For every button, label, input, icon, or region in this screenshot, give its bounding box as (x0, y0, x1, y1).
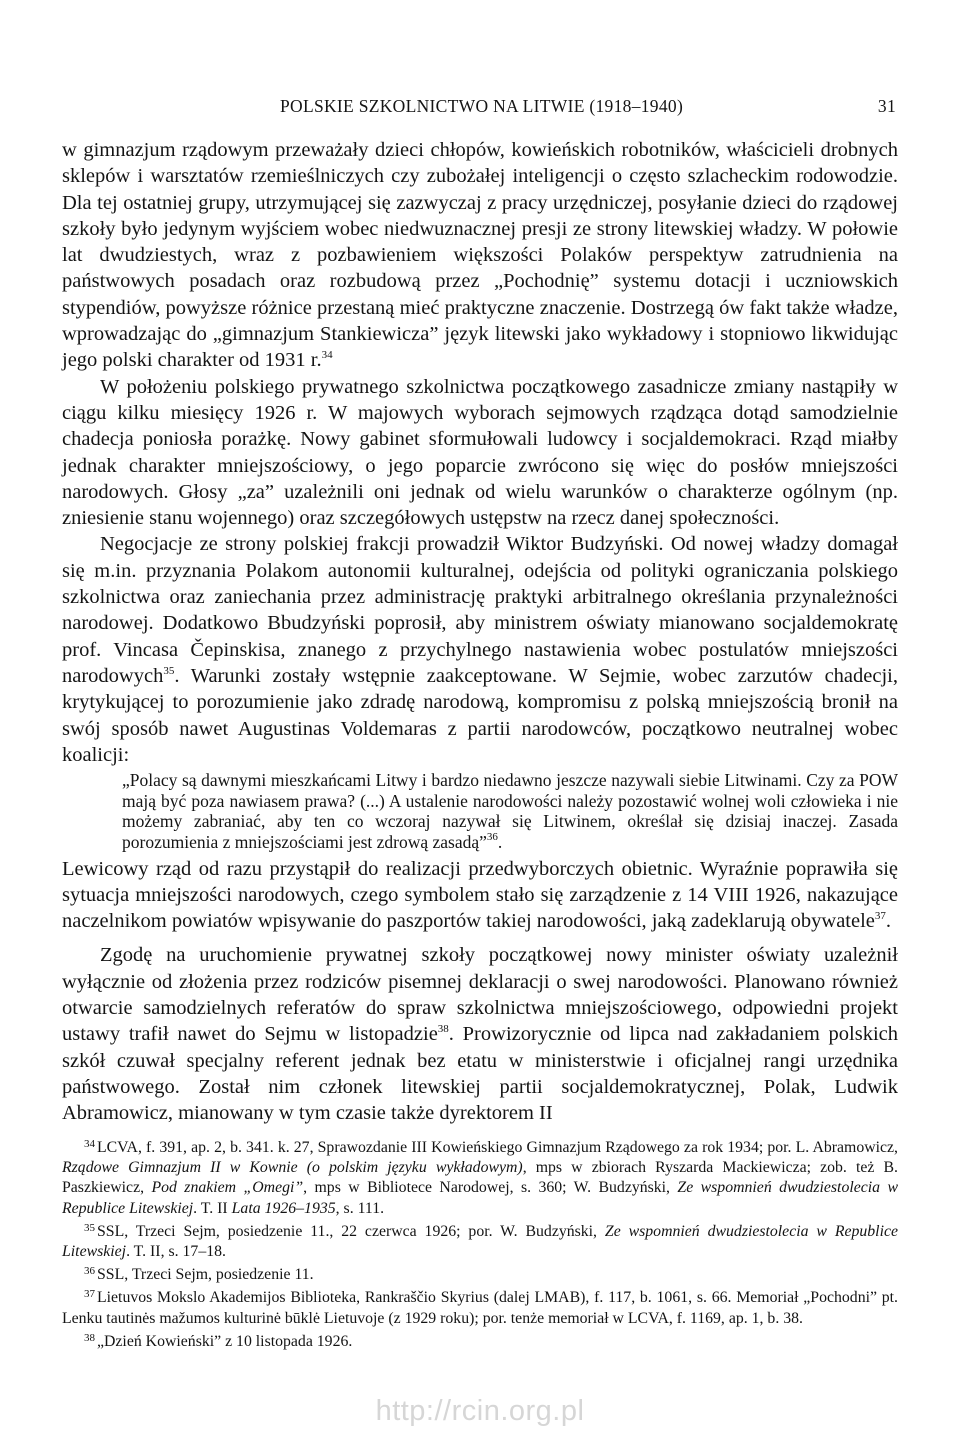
footnote-34-text-3: , mps w Bibliotece Narodowej, s. 360; W. Budzyński, (303, 1179, 678, 1197)
footnote-38-number: 38 (84, 1331, 95, 1344)
paragraph-4-end: . (885, 910, 892, 933)
main-text (62, 137, 898, 1126)
paragraph-5-text-a: Zgodę na uruchomienie prywatnej szkoły początkowej nowy minister oświaty uzależnił wyłącznie od złożenia przez rodziców pisemnej deklaracji o swej narodowości. Planowano również otwarcie samodzielnych referatów do spraw szkolnictwa mniejszościowego, odpowiedni projekt ustawy trafił nawet do Sejmu w listopadzie (62, 944, 898, 1046)
paragraph-5-text-b: . Prowizorycznie od lipca nad zakładaniem polskich szkół czuwał specjalny referent jednak bez etatu w ministerstwie i oficjalnej rangi urzędnika państwowego. Został nim członek litewskiej partii socjaldemokratycznej, Polak, Ludwik Abramowicz, mianowany w tym czasie także dyrektorem II (62, 1023, 898, 1125)
footnote-34-text: LCVA, f. 391, ap. 2, b. 341. k. 27, Sprawozdanie III Kowieńskiego Gimnazjum Rządowego za rok 1934; por. L. Abramowicz, (97, 1139, 898, 1156)
footnote-35-title: Ze wspomnień dwudziestolecia w Republice Litewskiej (62, 1222, 898, 1261)
running-title: POLSKIE SZKOLNICTWO NA LITWIE (1918–1940) (280, 96, 684, 116)
paragraph-1-text: w gimnazjum rządowym przeważały dzieci chłopów, kowieńskich robotników, właścicieli drobnych sklepów i warsztatów rzemieślniczych czy zubożałej inteligencji o często szlacheckim rodowodzie. Dla tej ostatniej grupy, utrzymującej się zazwyczaj z pracy urzędniczej, posyłanie dzieci do rządowej szkoły było jedynym wyjściem wobec niedwuznacznej presji ze strony litewskiej władzy. W połowie lat dwudziestych, wraz z pozbawieniem większości Polaków perspektyw zatrudnienia na państwowych posadach oraz rozbudową przez „Pochodnię” systemu dotacji i uczniowskich stypendiów, powyższe różnice przestaną mieć praktyczne znaczenie. Dostrzegą ów fakt także władze, wprowadzając do „gimnazjum Stankiewicza” język litewski jako wykładowy i stopniowo likwidując jego polski charakter od 1931 r. (62, 139, 898, 372)
footnote-35-text-2: . T. II, s. 17–18. (126, 1243, 226, 1261)
footnote-34 (62, 1138, 898, 1219)
footnote-ref-35[interactable]: 35 (163, 664, 175, 677)
footnote-35-number: 35 (84, 1221, 95, 1234)
paragraph-2: W położeniu polskiego prywatnego szkolnictwa początkowego zasadnicze zmiany nastąpiły w ciągu kilku miesięcy 1926 r. W majowych wyborach sejmowych rządząca dotąd samodzielnie chadecja poniosła porażkę. Nowy gabinet sformułowali ludowcy i socjaldemokraci. Rząd miałby jednak charakter mniejszościowy, o jego poparcie zwrócono się więc do posłów mniejszości narodowych. Głosy „za” uzależnili oni jednak od wielu warunków o charakterze ogólnym (np. zniesienie stanu wojennego) oraz szczegółowych ustępstw na rzecz danej społeczności. (62, 375, 898, 530)
footnote-34-text-5: , s. 111. (335, 1199, 385, 1217)
paragraph-4 (62, 856, 898, 935)
footnote-37-text: Lietuvos Mokslo Akademijos Biblioteka, Rankraščio Skyrius (dalej LMAB), f. 117, b. 1061, s. 66. Memoriał „Pochodni” pt. Lenku tautinės mažumos kulturinė būklė Lietuvoje (z 1929 roku); por. tenże memoriał w LCVA, f. 1169, ap. 1, b. 38. (62, 1289, 898, 1327)
quote-body: „Polacy są dawnymi mieszkańcami Litwy i bardzo niedawno jeszcze nazywali siebie Litwinami. Czy za POW mają być poza nawiasem prawa? (...) A ustalenie narodowości należy pozostawić wolnej woli człowieka i nie możemy zabraniać, aby ten co wczoraj nazywał się Litwinem, określał się dzisiaj inaczej. Zasada porozumienia z mniejszościami jest zdrową zasadą” (122, 770, 898, 852)
footnote-37 (62, 1288, 898, 1328)
quote-end: . (497, 831, 503, 852)
footnote-38-text: „Dzień Kowieński” z 10 listopada 1926. (97, 1332, 353, 1350)
page-number: 31 (877, 96, 896, 116)
paragraph-1 (62, 137, 898, 374)
block-quote (122, 770, 898, 852)
footnote-34-text-4: . T. II (193, 1199, 232, 1217)
footnote-34-title-1: Rządowe Gimnazjum II w Kownie (o polskim języku wykładowym) (62, 1159, 523, 1177)
footnote-35 (62, 1222, 898, 1262)
paragraph-5 (62, 942, 898, 1126)
footnote-37-number: 37 (84, 1288, 95, 1301)
footnote-ref-38[interactable]: 38 (437, 1023, 449, 1036)
running-header (62, 96, 898, 122)
footnote-34-text-2: , mps w zbiorach Ryszarda Mackiewicza; zob. też B. Paszkiewicz, (62, 1159, 898, 1197)
paragraph-3-text-a: Negocjacje ze strony polskiej frakcji prowadził Wiktor Budzyński. Od nowej władzy domagał się m.in. przyznania Polakom autonomii kulturalnej, odejścia od polityki ograniczania polskiego szkolnictwa oraz zaniechania przez administrację praktyki arbitralnego określania przynależności narodowej. Dodatkowo Bbudzyński poprosił, aby ministrem oświaty mianowano socjaldemokratę prof. Vincasa Čepinskisa, znanego z przychylnego nastawienia wobec postulatów mniejszości narodowych (62, 533, 898, 687)
watermark: http://rcin.org.pl (375, 1395, 585, 1427)
footnote-34-title-2: Pod znakiem „Omegi” (151, 1179, 304, 1197)
footnote-34-title-4: Lata 1926–1935 (231, 1199, 336, 1217)
footnote-38 (62, 1332, 898, 1352)
footnote-36-text: SSL, Trzeci Sejm, posiedzenie 11. (97, 1266, 314, 1284)
footnote-36 (62, 1265, 898, 1285)
footnote-ref-37[interactable]: 37 (874, 910, 886, 923)
footnotes (62, 1138, 898, 1355)
footnote-ref-36[interactable]: 36 (486, 830, 498, 843)
footnote-34-number: 34 (84, 1138, 95, 1150)
footnote-34-title-3: Ze wspomnień dwudziestolecia w Republice Litewskiej (62, 1179, 898, 1217)
paragraph-4-text: Lewicowy rząd od razu przystąpił do realizacji przedwyborczych obietnic. Wyraźnie poprawiła się sytuacja mniejszości narodowych, czego symbolem stało się zarządzenie z 14 VIII 1926, nakazujące naczelnikom powiatów wpisywanie do paszportów takiej narodowości, jaką zadeklarują obywatele (62, 857, 898, 933)
paragraph-3-text-b: . Warunki zostały wstępnie zaakceptowane. W Sejmie, wobec zarzutów chadecji, krytykującej to porozumienie jako zdradę narodową, kompromisu z polską mniejszością bronił na swój sposób nawet Augustinas Voldemaras z partii narodowców, początkowo neutralnej wobec koalicji: (62, 664, 898, 766)
footnote-ref-34[interactable]: 34 (321, 349, 333, 362)
paragraph-3 (62, 531, 898, 768)
block-quote-text (122, 770, 898, 852)
footnote-36-number: 36 (84, 1265, 95, 1278)
footnote-35-text: SSL, Trzeci Sejm, posiedzenie 11., 22 czerwca 1926; por. W. Budzyński, (97, 1222, 605, 1240)
